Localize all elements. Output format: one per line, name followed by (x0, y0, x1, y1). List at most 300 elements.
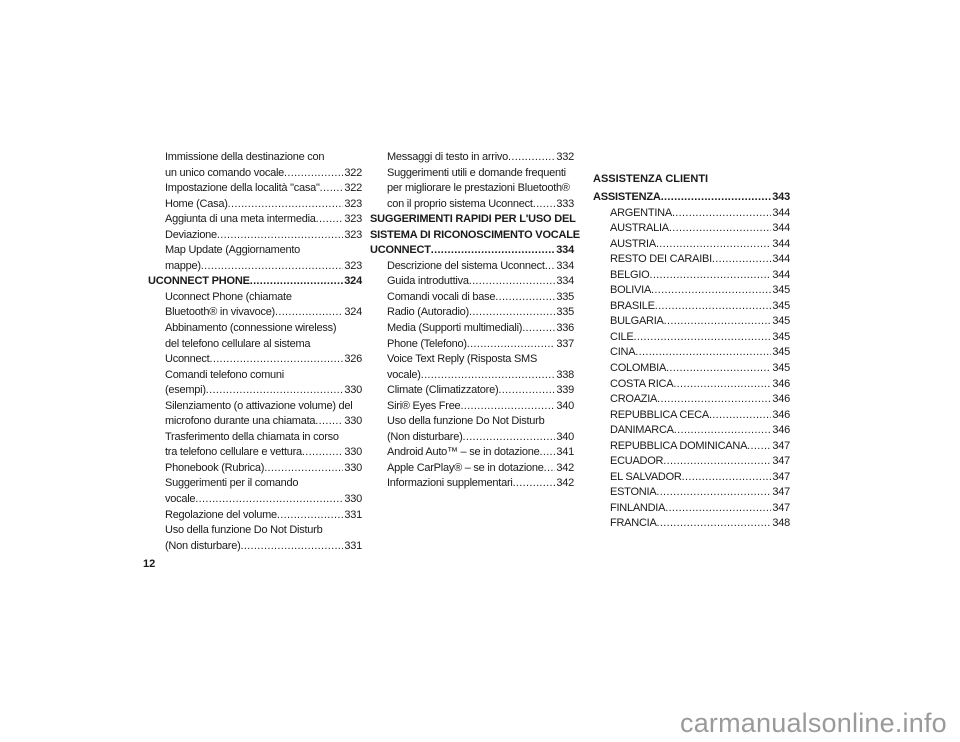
index-entry[interactable] (148, 508, 362, 524)
page-reference: 333 (556, 197, 574, 210)
entry-text: BRASILE (610, 299, 655, 312)
entry-line (148, 274, 362, 290)
page-reference: 323 (344, 228, 362, 241)
entry-line (593, 439, 790, 455)
entry-line (370, 290, 574, 306)
dot-leader (682, 470, 772, 486)
page-reference: 347 (772, 439, 790, 452)
entry-text: SISTEMA DI RICONOSCIMENTO VOCALE (370, 228, 580, 241)
entry-line (148, 181, 362, 197)
dot-leader (469, 305, 555, 321)
entry-text: un unico comando vocale (165, 166, 284, 179)
index-entry[interactable] (593, 516, 790, 532)
entry-line (593, 252, 790, 268)
entry-text: Aggiunta di una meta intermedia (165, 213, 316, 226)
index-entry[interactable] (148, 476, 362, 507)
dot-leader (508, 150, 555, 166)
dot-leader (674, 423, 772, 439)
entry-line (593, 361, 790, 377)
entry-line (593, 221, 790, 237)
entry-text: Phone (Telefono) (387, 337, 467, 350)
page-reference: 334 (556, 259, 574, 272)
entry-text: per migliorare le prestazioni Bluetooth® (387, 182, 570, 195)
index-column-3 (593, 168, 790, 532)
index-entry[interactable] (148, 430, 362, 461)
dot-leader (539, 445, 555, 461)
page-reference: 347 (772, 455, 790, 468)
page-reference: 338 (556, 368, 574, 381)
index-entry[interactable] (370, 274, 574, 290)
entry-line (370, 399, 574, 415)
entry-text: REPUBBLICA DOMINICANA (610, 439, 748, 452)
entry-line (370, 383, 574, 399)
entry-line (148, 197, 362, 213)
dot-leader (209, 352, 343, 368)
entry-line (593, 190, 790, 206)
page-reference: 342 (556, 477, 574, 490)
dot-leader (673, 377, 771, 393)
page-reference: 330 (344, 493, 362, 506)
dot-leader (651, 283, 771, 299)
entry-text: BULGARIA (610, 315, 664, 328)
index-entry[interactable] (593, 314, 790, 330)
entry-text: Siri® Eyes Free (387, 399, 461, 412)
page-reference: 343 (772, 191, 790, 203)
entry-text: Deviazione (165, 228, 217, 241)
page-reference: 339 (556, 384, 574, 397)
dot-leader (460, 399, 555, 415)
index-entry[interactable] (148, 461, 362, 477)
index-entry[interactable] (593, 439, 790, 455)
entry-text: Comandi vocali di base (387, 290, 496, 303)
entry-text: ASSISTENZA (593, 191, 661, 203)
dot-leader (522, 321, 555, 337)
dot-leader (206, 383, 344, 399)
entry-line (593, 206, 790, 222)
entry-line (593, 314, 790, 330)
index-entry[interactable] (593, 423, 790, 439)
dot-leader (250, 274, 344, 290)
dot-leader (544, 461, 556, 477)
entry-text: DANIMARCA (610, 424, 674, 437)
dot-leader (513, 476, 556, 492)
entry-line (148, 337, 362, 353)
entry-line (148, 539, 362, 555)
entry-line (593, 470, 790, 486)
entry-text: ECUADOR (610, 455, 664, 468)
entry-line (593, 423, 790, 439)
dot-leader (545, 259, 556, 275)
index-entry[interactable] (370, 414, 574, 445)
entry-text: CROAZIA (610, 393, 658, 406)
page-reference: 337 (556, 337, 574, 350)
dot-leader (284, 166, 343, 182)
dot-leader (533, 197, 556, 213)
index-heading-entry[interactable] (593, 190, 790, 206)
page-reference: 340 (556, 399, 574, 412)
dot-leader (421, 368, 556, 384)
entry-line (148, 321, 362, 337)
index-entry[interactable] (593, 345, 790, 361)
entry-line (148, 352, 362, 368)
entry-text: (esempi) (165, 384, 206, 397)
index-entry[interactable] (148, 181, 362, 197)
index-entry[interactable] (593, 392, 790, 408)
dot-leader (264, 461, 343, 477)
page-reference: 330 (344, 446, 362, 459)
entry-text: mappe) (165, 259, 201, 272)
dot-leader (656, 237, 771, 253)
entry-text: Uso della funzione Do Not Disturb (165, 524, 323, 537)
page-reference: 348 (772, 517, 790, 530)
entry-text: Trasferimento della chiamata in corso (165, 430, 339, 443)
entry-line (593, 330, 790, 346)
entry-line (370, 461, 574, 477)
index-entry[interactable] (148, 150, 362, 181)
index-entry[interactable] (148, 523, 362, 554)
index-entry[interactable] (370, 166, 574, 213)
page-reference: 330 (344, 384, 362, 397)
dot-leader (669, 221, 772, 237)
index-entry[interactable] (593, 268, 790, 284)
dot-leader (316, 212, 344, 228)
index-heading-entry[interactable] (370, 212, 580, 259)
index-entry[interactable] (370, 290, 574, 306)
entry-line (148, 445, 362, 461)
index-entry[interactable] (148, 212, 362, 228)
dot-leader (656, 485, 771, 501)
index-entry[interactable] (370, 445, 574, 461)
entry-line (148, 383, 362, 399)
index-entry[interactable] (593, 330, 790, 346)
index-entry[interactable] (593, 237, 790, 253)
entry-text: Android Auto™ – se in dotazione (387, 446, 540, 459)
index-entry[interactable] (370, 337, 574, 353)
entry-line (370, 445, 574, 461)
entry-text: SUGGERIMENTI RAPIDI PER L'USO DEL (370, 213, 576, 226)
entry-line (593, 377, 790, 393)
entry-line (148, 368, 362, 384)
index-entry[interactable] (593, 377, 790, 393)
index-entry[interactable] (148, 321, 362, 368)
entry-text: COLOMBIA (610, 362, 667, 375)
entry-line (593, 299, 790, 315)
entry-text: Regolazione del volume (165, 508, 277, 521)
index-entry[interactable] (370, 305, 574, 321)
page-reference: 340 (556, 430, 574, 443)
dot-leader (672, 206, 771, 222)
page-reference: 326 (344, 353, 362, 366)
entry-text: ESTONIA (610, 486, 657, 499)
entry-line (370, 368, 574, 384)
entry-text: AUSTRIA (610, 237, 656, 250)
entry-line (148, 212, 362, 228)
entry-line (370, 166, 574, 182)
page-reference: 334 (556, 275, 574, 288)
dot-leader (498, 383, 555, 399)
entry-text: Immissione della destinazione con (165, 151, 325, 163)
entry-line (593, 237, 790, 253)
dot-leader (320, 181, 344, 197)
page-reference: 345 (772, 330, 790, 343)
dot-leader (663, 454, 771, 470)
entry-line (148, 259, 362, 275)
dot-leader (655, 299, 772, 315)
entry-text: vocale (165, 493, 196, 506)
entry-text: Comandi telefono comuni (165, 368, 284, 381)
entry-text: (Non disturbare) (387, 430, 463, 443)
entry-text: COSTA RICA (610, 377, 674, 390)
index-column-2 (370, 150, 580, 492)
dot-leader (747, 439, 771, 455)
index-entry[interactable] (593, 252, 790, 268)
page-reference: 342 (556, 461, 574, 474)
dot-leader (709, 408, 771, 424)
entry-line (148, 290, 362, 306)
entry-line (370, 352, 574, 368)
entry-line (370, 228, 580, 244)
page-reference: 331 (344, 539, 362, 552)
dot-leader (228, 197, 344, 213)
entry-text: Abbinamento (connessione wireless) (165, 322, 337, 335)
entry-text: UCONNECT (370, 244, 431, 257)
entry-text: BOLIVIA (610, 284, 652, 297)
page-reference: 336 (556, 322, 574, 335)
entry-line (148, 430, 362, 446)
entry-text: RESTO DEI CARAIBI (610, 253, 712, 266)
entry-text: Suggerimenti utili e domande frequenti (387, 166, 566, 179)
page-number: 12 (143, 558, 156, 570)
dot-leader (201, 259, 344, 275)
entry-line (370, 212, 574, 228)
entry-line (148, 476, 362, 492)
entry-line (593, 283, 790, 299)
dot-leader (431, 243, 556, 259)
index-entry[interactable] (593, 206, 790, 222)
dot-leader (195, 492, 343, 508)
entry-line (370, 243, 574, 259)
dot-leader (657, 516, 772, 532)
entry-text: Descrizione del sistema Uconnect (387, 259, 545, 272)
page-reference: 346 (772, 408, 790, 421)
index-entry[interactable] (593, 361, 790, 377)
page-reference: 322 (344, 166, 362, 179)
dot-leader (302, 445, 343, 461)
index-entry[interactable] (593, 454, 790, 470)
entry-line (593, 408, 790, 424)
index-column-1 (148, 150, 362, 554)
dot-leader (649, 268, 771, 284)
entry-text: Apple CarPlay® – se in dotazione (387, 461, 544, 474)
entry-text: tra telefono cellulare e vettura (165, 446, 302, 459)
entry-text: microfono durante una chiamata (165, 415, 316, 428)
index-entry[interactable] (370, 150, 574, 166)
entry-text: AUSTRALIA (610, 222, 669, 235)
dot-leader (240, 539, 343, 555)
entry-line (593, 501, 790, 517)
index-entry[interactable] (593, 501, 790, 517)
page-reference: 331 (344, 508, 362, 521)
entry-line (370, 259, 574, 275)
page-reference: 324 (344, 275, 362, 288)
entry-text: BELGIO (610, 268, 650, 281)
index-entry[interactable] (370, 461, 574, 477)
entry-text: Guida introduttiva (387, 275, 469, 288)
entry-line (370, 274, 574, 290)
entry-line (148, 461, 362, 477)
dot-leader (633, 330, 771, 346)
entry-line (148, 508, 362, 524)
index-entry[interactable] (593, 470, 790, 486)
entry-text: (Non disturbare) (165, 539, 241, 552)
entry-text: Home (Casa) (165, 197, 228, 210)
entry-line (593, 454, 790, 470)
dot-leader (635, 345, 771, 361)
entry-line (148, 305, 362, 321)
page-reference: 347 (772, 501, 790, 514)
page-reference: 345 (772, 346, 790, 359)
index-entry[interactable] (370, 321, 574, 337)
page-reference: 332 (556, 151, 574, 163)
page-reference: 330 (344, 461, 362, 474)
entry-line (370, 337, 574, 353)
watermark: carmanualsonline.info (680, 708, 947, 738)
index-entry[interactable] (148, 399, 362, 430)
entry-line (593, 345, 790, 361)
entry-text: Phonebook (Rubrica) (165, 461, 265, 474)
page-reference: 324 (344, 306, 362, 319)
page-reference: 346 (772, 377, 790, 390)
page-reference: 345 (772, 284, 790, 297)
entry-text: del telefono cellulare al sistema (165, 337, 311, 350)
entry-line (148, 492, 362, 508)
dot-leader (661, 190, 772, 206)
entry-line (593, 268, 790, 284)
dot-leader (467, 337, 556, 353)
page-reference: 344 (772, 268, 790, 281)
entry-text: Voice Text Reply (Risposta SMS (387, 353, 538, 366)
dot-leader (469, 274, 556, 290)
entry-text: FINLANDIA (610, 501, 666, 514)
index-entry[interactable] (148, 228, 362, 244)
page-reference: 335 (556, 306, 574, 319)
entry-text: REPUBBLICA CECA (610, 408, 709, 421)
entry-text: Silenziamento (o attivazione volume) del (165, 399, 353, 412)
entry-text: CILE (610, 330, 634, 343)
dot-leader (712, 252, 771, 268)
index-entry[interactable] (370, 259, 574, 275)
entry-line (370, 414, 574, 430)
entry-line (148, 228, 362, 244)
index-entry[interactable] (593, 283, 790, 299)
entry-text: vocale) (387, 368, 421, 381)
page-reference: 334 (556, 244, 574, 257)
entry-line (148, 399, 362, 415)
page-reference: 344 (772, 253, 790, 266)
entry-text: CINA (610, 346, 636, 359)
entry-text: Radio (Autoradio) (387, 306, 469, 319)
entry-line (148, 166, 362, 182)
dot-leader (275, 305, 343, 321)
entry-text: UCONNECT PHONE (148, 275, 250, 288)
index-entry[interactable] (370, 383, 574, 399)
index-entry[interactable] (370, 352, 574, 383)
entry-text: Uconnect (165, 353, 210, 366)
index-entry[interactable] (593, 408, 790, 424)
entry-line (370, 476, 574, 492)
dot-leader (665, 501, 771, 517)
index-entry[interactable] (148, 290, 362, 321)
section-title: ASSISTENZA CLIENTI (593, 173, 709, 185)
page-reference: 323 (344, 197, 362, 210)
entry-text: Uconnect Phone (chiamate (165, 290, 292, 303)
index-entry[interactable] (148, 243, 362, 274)
dot-leader (657, 392, 771, 408)
dot-leader (277, 508, 343, 524)
page-reference: 322 (344, 182, 362, 195)
entry-text: Suggerimenti per il comando (165, 477, 299, 490)
entry-text: Map Update (Aggiornamento (165, 244, 300, 257)
entry-line (593, 392, 790, 408)
entry-text: Media (Supporti multimediali) (387, 322, 523, 335)
entry-text: ARGENTINA (610, 206, 672, 219)
entry-line (370, 197, 574, 213)
entry-line (593, 485, 790, 501)
entry-line (148, 150, 362, 166)
entry-text: Uso della funzione Do Not Disturb (387, 415, 545, 428)
entry-line (593, 516, 790, 532)
dot-leader (666, 361, 771, 377)
entry-text: Messaggi di testo in arrivo (387, 151, 509, 163)
entry-text: Climate (Climatizzatore) (387, 384, 499, 397)
index-entry[interactable] (593, 485, 790, 501)
page-reference: 323 (344, 259, 362, 272)
index-entry[interactable] (370, 399, 574, 415)
dot-leader (462, 430, 555, 446)
entry-line (370, 305, 574, 321)
entry-line (148, 243, 362, 259)
page-reference: 347 (772, 486, 790, 499)
page-reference: 330 (344, 415, 362, 428)
index-entry[interactable] (593, 221, 790, 237)
index-entry[interactable] (593, 299, 790, 315)
page-reference: 345 (772, 362, 790, 375)
entry-text: Informazioni supplementari (387, 477, 513, 490)
entry-line (370, 430, 574, 446)
index-entry[interactable] (148, 197, 362, 213)
index-heading-entry[interactable] (148, 274, 362, 290)
dot-leader (495, 290, 555, 306)
page-reference: 344 (772, 222, 790, 235)
entry-text: FRANCIA (610, 517, 657, 530)
index-entry[interactable] (370, 476, 574, 492)
index-entry[interactable] (148, 368, 362, 399)
entry-line (370, 321, 574, 337)
entry-text: Bluetooth® in vivavoce) (165, 306, 275, 319)
page-reference: 345 (772, 299, 790, 312)
dot-leader (315, 414, 343, 430)
entry-line (370, 181, 574, 197)
page-reference: 344 (772, 237, 790, 250)
entry-text: Impostazione della località "casa" (165, 182, 320, 195)
dot-leader (217, 228, 343, 244)
page-reference: 347 (772, 470, 790, 483)
page-reference: 335 (556, 290, 574, 303)
page-reference: 346 (772, 393, 790, 406)
page-reference: 341 (556, 446, 574, 459)
entry-text: con il proprio sistema Uconnect (387, 197, 533, 210)
entry-text: EL SALVADOR (610, 470, 682, 483)
